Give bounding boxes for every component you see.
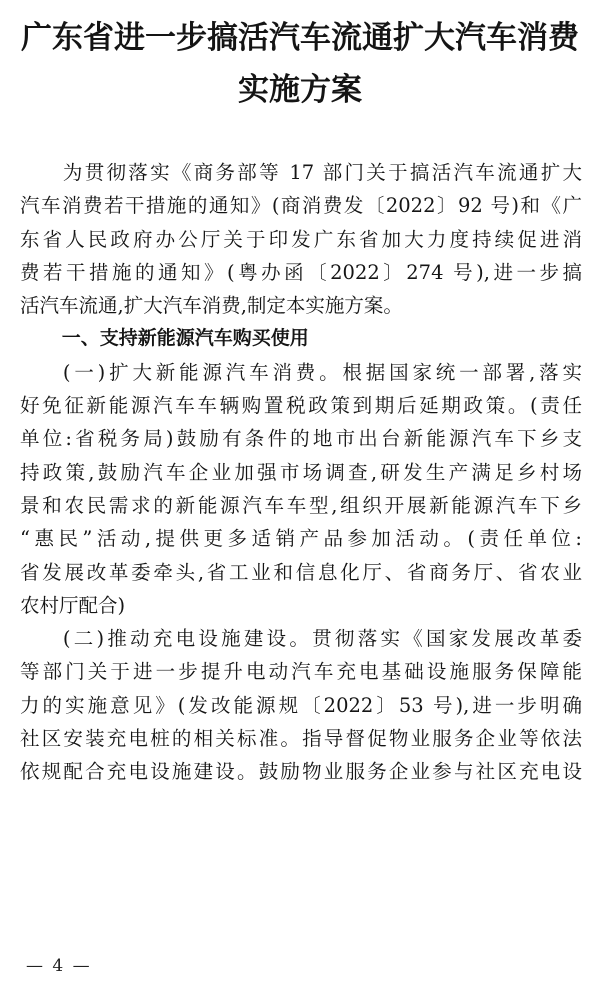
body-line: 景和农民需求的新能源汽车车型,组织开展新能源汽车下乡 — [20, 493, 582, 517]
document-body — [20, 156, 582, 789]
document-title-line-2: 实施方案 — [238, 72, 362, 108]
document-title-line-1: 广东省进一步搞活汽车流通扩大汽车消费 — [21, 20, 579, 56]
body-line: 汽车消费若干措施的通知》(商消费发〔2022〕92 号)和《广 — [20, 194, 582, 218]
body-line: (一)扩大新能源汽车消费。根据国家统一部署,落实 — [62, 360, 582, 384]
body-line: 为贯彻落实《商务部等 17 部门关于搞活汽车流通扩大 — [62, 161, 582, 184]
body-line: 东省人民政府办公厅关于印发广东省加大力度持续促进消 — [20, 227, 582, 251]
section-heading: 一、支持新能源汽车购买使用 — [61, 327, 309, 350]
body-line: 力的实施意见》(发改能源规〔2022〕53 号),进一步明确 — [20, 693, 582, 717]
body-line: 依规配合充电设施建设。鼓励物业服务企业参与社区充电设 — [20, 760, 582, 784]
body-line: 社区安装充电桩的相关标准。指导督促物业服务企业等依法 — [20, 727, 582, 751]
body-line: 等部门关于进一步提升电动汽车充电基础设施服务保障能 — [20, 660, 582, 684]
body-line: 单位:省税务局)鼓励有条件的地市出台新能源汽车下乡支 — [20, 427, 582, 451]
body-line: 持政策,鼓励汽车企业加强市场调查,研发生产满足乡村场 — [20, 460, 582, 484]
body-line: 省发展改革委牵头,省工业和信息化厅、省商务厅、省农业 — [20, 560, 582, 584]
body-line: “惠民”活动,提供更多适销产品参加活动。(责任单位: — [20, 527, 582, 551]
body-line: 好免征新能源汽车车辆购置税政策到期后延期政策。(责任 — [20, 394, 582, 418]
body-line: 活汽车流通,扩大汽车消费,制定本实施方案。 — [20, 294, 403, 318]
body-line: 费若干措施的通知》(粤办函〔2022〕274 号),进一步搞 — [20, 260, 582, 284]
body-line: 农村厅配合) — [20, 593, 126, 617]
page-number: — 4 — — [26, 956, 92, 976]
body-line: (二)推动充电设施建设。贯彻落实《国家发展改革委 — [62, 627, 582, 651]
